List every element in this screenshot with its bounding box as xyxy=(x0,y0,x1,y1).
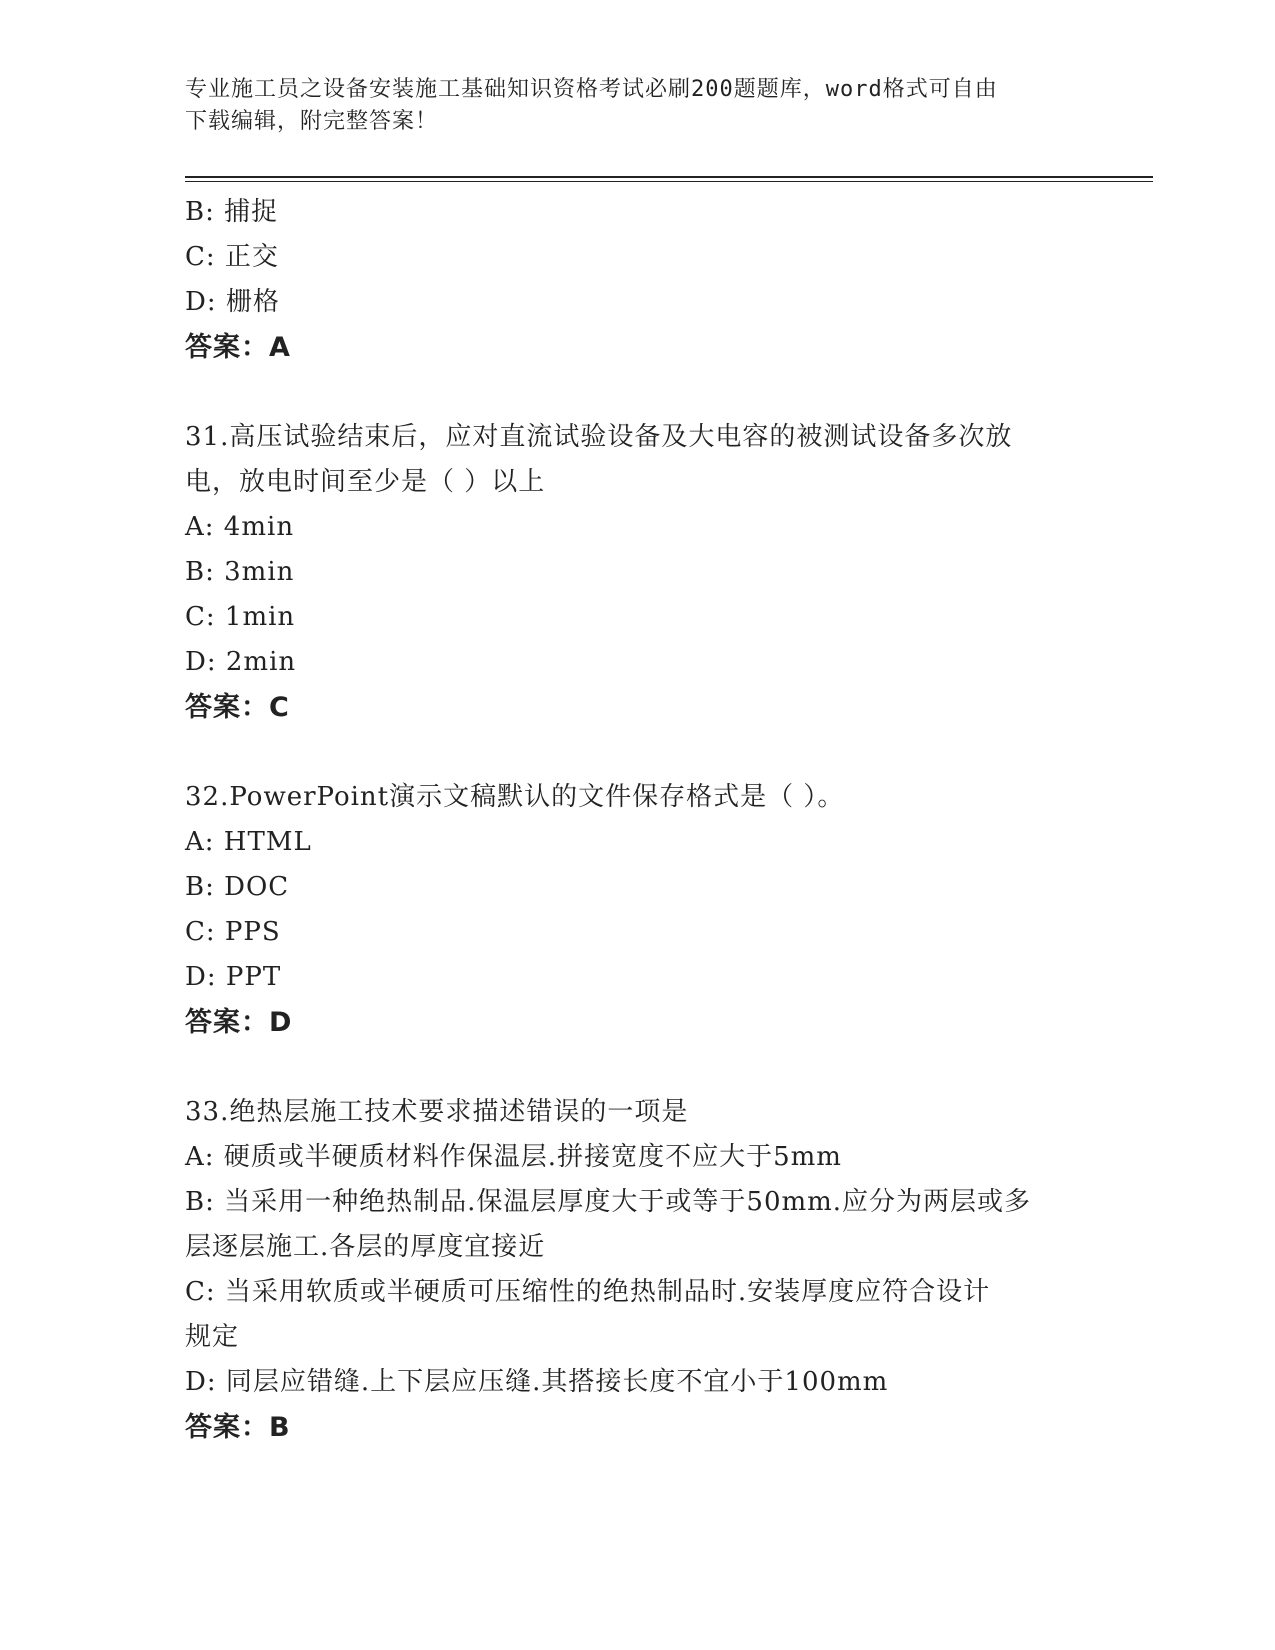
header-divider-thick xyxy=(185,176,1153,178)
option-d: D: 栅格 xyxy=(185,287,280,317)
option-d: D: PPT xyxy=(185,962,282,992)
question-text-line-1: 31.高压试验结束后，应对直流试验设备及大电容的被测试设备多次放 xyxy=(185,422,1013,452)
header-title-line-1: 专业施工员之设备安装施工基础知识资格考试必刷200题题库，word格式可自由 xyxy=(185,77,998,102)
header-title-line-2: 下载编辑，附完整答案！ xyxy=(185,109,439,134)
option-b: B: DOC xyxy=(185,872,290,902)
question-30-tail xyxy=(185,190,1085,370)
option-d: D: 同层应错缝.上下层应压缝.其搭接长度不宜小于100mm xyxy=(185,1367,889,1397)
question-text: 33.绝热层施工技术要求描述错误的一项是 xyxy=(185,1097,689,1127)
option-b: B: 捕捉 xyxy=(185,197,279,227)
option-b-line-1: B: 当采用一种绝热制品.保温层厚度大于或等于50mm.应分为两层或多 xyxy=(185,1187,1032,1217)
question-text-line-2: 电，放电时间至少是（ ）以上 xyxy=(185,467,546,497)
option-c: C: 正交 xyxy=(185,242,279,272)
answer: 答案：B xyxy=(185,1412,291,1443)
spacer xyxy=(185,1045,1085,1090)
document-body xyxy=(185,190,1085,1450)
question-32 xyxy=(185,775,1085,1045)
answer: 答案：A xyxy=(185,332,291,363)
option-a: A: 4min xyxy=(185,512,295,542)
option-c-line-2: 规定 xyxy=(185,1322,240,1352)
question-text: 32.PowerPoint演示文稿默认的文件保存格式是（ ）。 xyxy=(185,782,845,812)
option-b: B: 3min xyxy=(185,557,295,587)
question-33 xyxy=(185,1090,1085,1450)
option-c: C: PPS xyxy=(185,917,281,947)
option-c: C: 1min xyxy=(185,602,296,632)
spacer xyxy=(185,730,1085,775)
answer: 答案：D xyxy=(185,1007,293,1038)
question-31 xyxy=(185,415,1085,730)
option-a: A: HTML xyxy=(185,827,312,857)
document-header xyxy=(185,74,1085,138)
spacer xyxy=(185,370,1085,415)
option-d: D: 2min xyxy=(185,647,297,677)
option-b-line-2: 层逐层施工.各层的厚度宜接近 xyxy=(185,1232,546,1262)
option-a: A: 硬质或半硬质材料作保温层.拼接宽度不应大于5mm xyxy=(185,1142,842,1172)
header-divider-thin xyxy=(185,181,1153,182)
answer: 答案：C xyxy=(185,692,290,723)
option-c-line-1: C: 当采用软质或半硬质可压缩性的绝热制品时.安装厚度应符合设计 xyxy=(185,1277,991,1307)
